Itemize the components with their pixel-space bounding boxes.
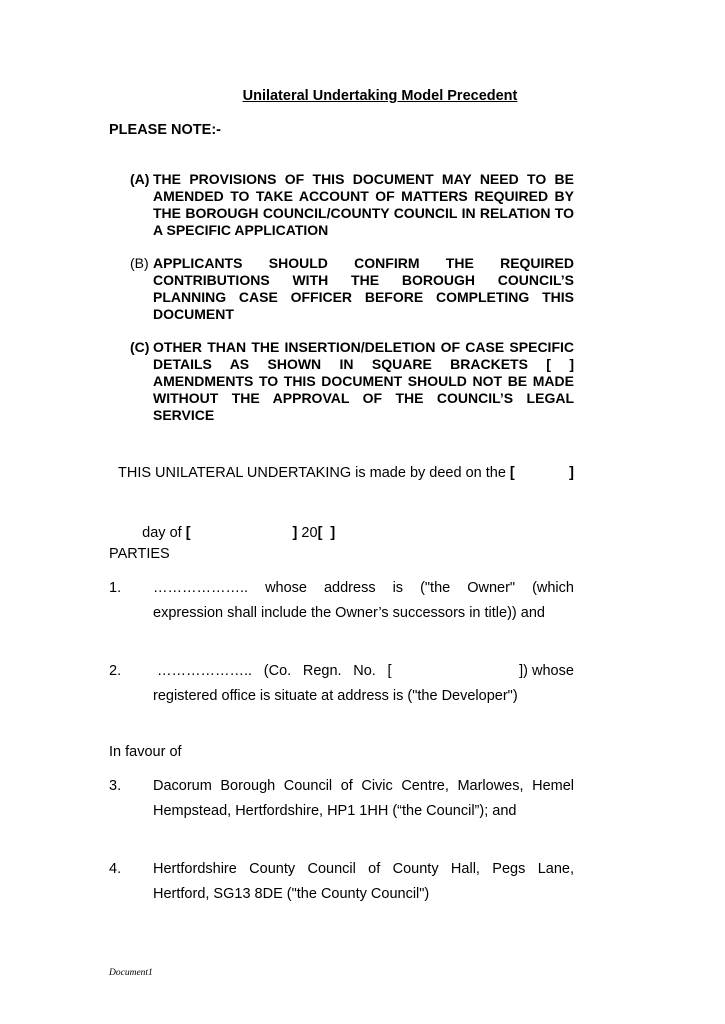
party-borough-council [109,774,574,824]
day-of-text: day of [142,525,186,541]
party-line: expression shall include the Owner’s successors in title)) and [153,605,545,621]
document-title: Unilateral Undertaking Model Precedent [242,88,518,104]
day-bracket-close: ] [569,465,574,481]
party-word: Regn. [302,663,342,679]
provision-letter: (B) [130,255,149,271]
party-line: registered office is situate at address is ("the Developer") [153,688,518,704]
party-word: (Co. [263,663,292,679]
in-favour-of-heading: In favour of [109,744,182,760]
month-bracket-open: [ [185,525,191,541]
party-word: address [323,580,376,596]
party-developer [109,659,574,709]
provision-letter: (C) [130,339,150,355]
year-prefix: 20 [297,525,318,541]
party-word: ……………….. [153,663,253,679]
provision-c [130,339,574,424]
provision-a [130,171,574,239]
provision-letter: (A) [130,171,150,187]
party-number: 4. [109,861,122,877]
party-owner [109,576,574,626]
party-word: No. [353,663,376,679]
party-number: 1. [109,580,122,596]
deed-text: THIS UNILATERAL UNDERTAKING is made by deed on the [118,465,510,481]
party-number: 2. [109,663,122,679]
party-word: ]) whose [519,663,574,679]
party-word: (which [532,580,574,596]
day-bracket-open: [ [509,465,515,481]
party-text: Dacorum Borough Council of Civic Centre, Marlowes, Hemel Hempstead, Hertfordshire, HP1 1HH (“the Council”); and [153,778,574,819]
please-note-heading: PLEASE NOTE:- [109,122,221,138]
party-word: Owner" [467,580,516,596]
month-bracket-close: ] [292,525,298,541]
party-text: Hertfordshire County Council of County Hall, Pegs Lane, Hertford, SG13 8DE ("the County Council") [153,861,574,902]
deed-paragraph [118,458,574,578]
parties-heading: PARTIES [109,546,170,562]
provision-text: APPLICANTS SHOULD CONFIRM THE REQUIRED CONTRIBUTIONS WITH THE BOROUGH COUNCIL’S PLANNING CASE OFFICER BEFORE COMPLETING THIS DOCUMENT [153,255,574,322]
regn-bracket-open: [ [387,663,392,679]
party-word: ("the [420,580,451,596]
provision-text: OTHER THAN THE INSERTION/DELETION OF CASE SPECIFIC DETAILS AS SHOWN IN SQUARE BRACKETS [ ] AMENDMENTS TO THIS DOCUMENT SHOULD NOT BE MADE WITHOUT THE APPROVAL OF THE COUNCIL’S LEGAL SERVICE [153,339,574,423]
footer-filename: Document1 [109,968,153,978]
year-bracket-close: ] [330,525,336,541]
party-county-council [109,857,574,907]
year-bracket-open: [ [317,525,323,541]
party-word: ……………….. [153,580,249,596]
provision-text: THE PROVISIONS OF THIS DOCUMENT MAY NEED TO BE AMENDED TO TAKE ACCOUNT OF MATTERS REQUIRED BY THE BOROUGH COUNCIL/COUNTY COUNCIL IN RELATION TO A SPECIFIC APPLICATION [153,171,574,238]
provision-b [130,255,574,323]
party-number: 3. [109,778,122,794]
party-word: whose [265,580,307,596]
party-word: is [392,580,404,596]
